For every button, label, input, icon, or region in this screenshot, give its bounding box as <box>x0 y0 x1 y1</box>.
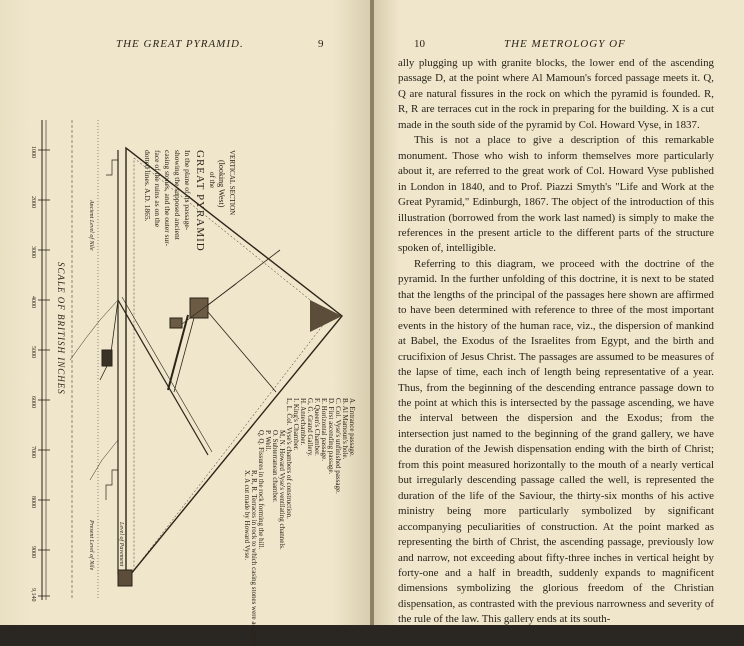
well-shaft <box>100 300 118 380</box>
caption-line-5: dotted lines. A.D. 1865. <box>143 150 152 222</box>
legend-line: O. Subterranean chamber. <box>271 430 279 503</box>
legend-line: G, G. Grand Gallery. <box>306 398 314 457</box>
caption-line-4: face of the ruins as on the <box>153 150 162 228</box>
scale-tick-label: 6000 <box>30 396 36 408</box>
caption-line-1: In the plane of its passage- <box>183 150 192 231</box>
present-nile-label: Present Level of Nile <box>88 520 94 571</box>
paragraph: Referring to this diagram, we proceed with the doctrine of the pyramid. In the further unfolding of this doctrine, it is next to be stated that the lengths of the principal of the passages here shown are affirmed to have been determined with reference to three of the most important events in the history of the human race, viz., the dispersion of mankind at Babel, the Exodus of the Israelites from Egypt, and the birth and crucifixion of Jesus Christ. The passages are assumed to be measures of the lapse of time, each inch of length being representative of a year. Thus, from the beginning of the descending entrance passage down to the point at which this is intersected by the passage ascending, we have the interval between the dispersion and the Exodus; from the intersection just named to the beginning of the grand gallery, we have the duration of the Jewish dispensation ending with the birth of Christ; from this point measured horizontally to the mouth of a nearly vertical but irregularly descending passage called the well, is represented the duration of the life of the Saviour, the thirty-six months of his active ministry being more particularly symbolized by significant accompanying peculiarities of construction. At the point marked as representing the birth of Christ, the ascending passage, previously low and narrow, not exceeding about fifty-three inches in vertical height by forty-one and a half in breadth, suddenly expands to magnificent dimensions symbolizing the glorious freedom of the Christian dispensation, as contrasted with the previous narrowness and severity of the rule of the law. This gallery ends at its south- <box>398 257 714 626</box>
queens-chamber <box>170 318 182 328</box>
pavement-level-label: Level of Pavement <box>118 522 124 567</box>
paragraph: ally plugging up with granite blocks, the lower end of the ascending passage D, at the point where Al Mamoun's forced passage meets it. Q, Q are natural fissures in the rock on which the pyramid is founded. R, R, R are terraces cut in the rock in preparing for the building. X is a cut made in the south side of the pyramid by Col. Howard Vyse, in 1837. <box>398 57 714 131</box>
apex-shading <box>310 300 342 332</box>
legend-line: R, R, R. Terraces in rock to which casing stones were adjusted. <box>250 470 258 646</box>
north-entrance-block <box>118 570 132 586</box>
legend-line: D. First ascending passage. <box>327 398 335 475</box>
caption-title: GREAT PYRAMID <box>194 150 206 252</box>
legend-line: Q, Q. Fissures in the rock forming the hill. <box>257 430 265 550</box>
scale-tick-label: 8000 <box>30 496 36 508</box>
south-air-channel <box>208 312 276 392</box>
right-page-number: 10 <box>414 38 425 50</box>
legend-line: X. A cut made by Howard Vyse. <box>243 470 251 561</box>
caption-line-2: showing the supposed ancient <box>173 150 182 240</box>
terrace-r1 <box>106 160 118 175</box>
legend-line: A. Entrance passage. <box>348 398 356 457</box>
ancient-nile-label: Ancient Level of Nile <box>88 200 94 251</box>
legend-line: M, N. Howard Vyse's ventilating channels. <box>278 430 286 550</box>
left-running-head: THE GREAT PYRAMID. <box>116 38 244 50</box>
right-body-text <box>398 56 714 628</box>
left-page <box>0 0 370 646</box>
scale-tick-label: 4000 <box>30 296 36 308</box>
caption-heading: VERTICAL SECTION <box>228 150 236 216</box>
scale-tick-label: 1000 <box>30 146 36 158</box>
paragraph: This is not a place to give a description of this remarkable monument. Those who wish to inform themselves more particularly about it, are referred to the great work of Col. Howard Vyse published in London in 1840, and to Prof. Piazzi Smyth's "Life and Work at the Great Pyramid," Edinburgh, 1867. The object of the introduction of this illustration (borrowed from the work last named) is simply to make the references in the present article to the different parts of the structure spoken of, intelligible. <box>398 134 714 255</box>
kings-chamber <box>190 298 208 318</box>
descending-passage <box>118 300 208 455</box>
legend-line: B. Al Mamoun's hole. <box>341 398 349 460</box>
subterranean-chamber <box>102 350 112 366</box>
legend-line: P. Well. <box>264 430 272 452</box>
scale-tick-label: 3000 <box>30 246 36 258</box>
caption-line-3: casing stones, and the outer sur- <box>163 150 172 247</box>
right-running-head: THE METROLOGY OF <box>504 38 626 50</box>
left-page-number: 9 <box>318 38 324 50</box>
scale-tick-label: 7000 <box>30 446 36 458</box>
scale-tick-label: 2000 <box>30 196 36 208</box>
scale-ticks <box>38 150 50 596</box>
terrace-r2 <box>106 470 118 500</box>
legend-line: I. King's Chamber. <box>292 398 300 451</box>
scale-tick-label: 9,140 <box>30 588 36 602</box>
legend-line: H. Antechamber. <box>299 398 307 446</box>
legend-line: E. Horizontal passage. <box>320 398 328 461</box>
legend-line: F. Queen's Chamber. <box>313 398 321 456</box>
caption-of-the: of the <box>208 172 216 189</box>
scale-title: SCALE OF BRITISH INCHES <box>56 262 66 395</box>
scale-tick-label: 5000 <box>30 346 36 358</box>
descending-passage-wall <box>122 297 212 452</box>
legend-line: L, L. Col. Vyse's chambers of construction. <box>285 398 293 519</box>
legend-line: C. Col. Vyse's unfinished passage. <box>334 398 342 494</box>
caption-looking: (looking West) <box>217 160 226 208</box>
scale-tick-label: 9000 <box>30 546 36 558</box>
fissure-q2 <box>90 440 118 480</box>
